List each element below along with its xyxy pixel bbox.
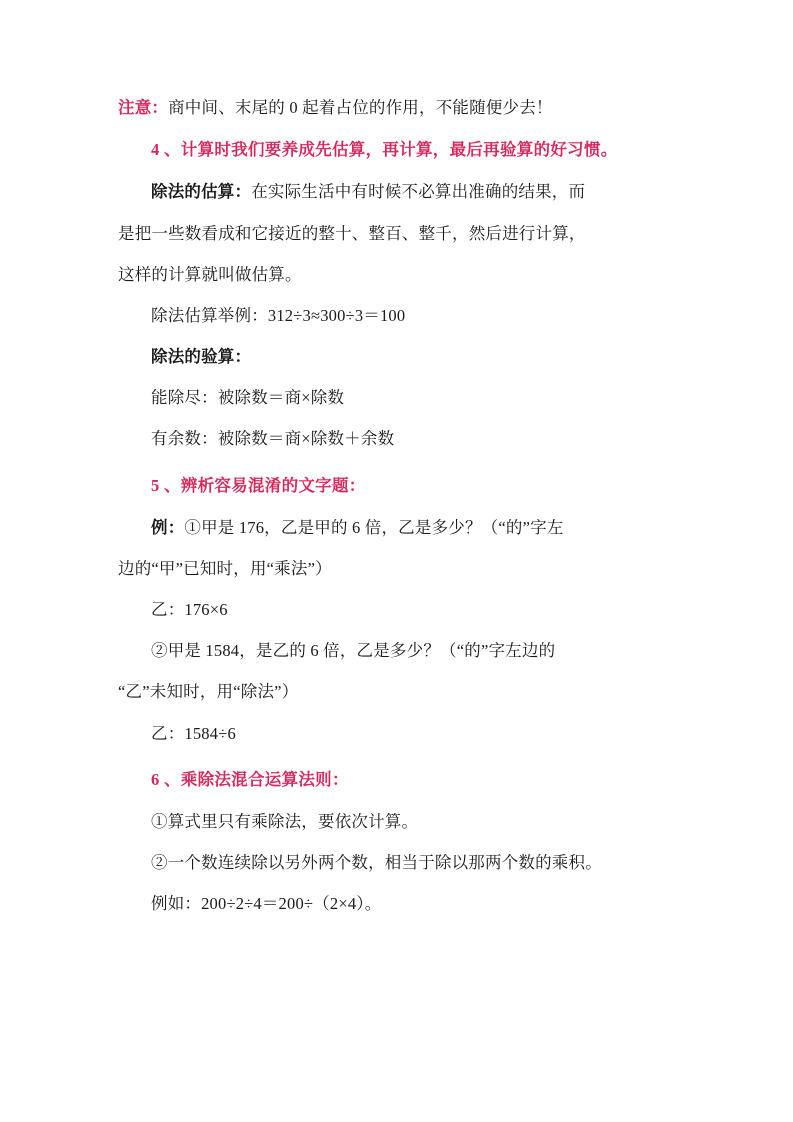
example-label: 例： <box>151 517 185 537</box>
check-remainder-formula: 有余数：被除数＝商×除数＋余数 <box>151 429 395 449</box>
estimate-definition-line2: 是把一些数看成和它接近的整十、整百、整千，然后进行计算， <box>118 223 586 243</box>
estimate-definition-label: 除法的估算： <box>151 182 252 202</box>
example2-answer: 乙：1584÷6 <box>151 723 236 743</box>
heading-item-6: 6 、乘除法混合运算法则： <box>151 769 349 789</box>
check-exact-formula: 能除尽：被除数＝商×除数 <box>151 388 345 408</box>
check-label: 除法的验算： <box>151 347 252 367</box>
note-text: 商中间、末尾的 0 起着占位的作用，不能随便少去！ <box>168 98 553 117</box>
example1-paragraph <box>118 512 678 544</box>
estimate-definition-line3: 这样的计算就叫做估算。 <box>118 264 302 284</box>
rule-2: ②一个数连续除以另外两个数，相当于除以那两个数的乘积。 <box>151 853 602 873</box>
rule-example: 例如：200÷2÷4＝200÷（2×4）。 <box>151 894 382 914</box>
estimate-definition-line1: 在实际生活中有时候不必算出准确的结果，而 <box>251 182 586 202</box>
example1-line1: ①甲是 176，乙是甲的 6 倍，乙是多少？（“的”字左 <box>184 517 564 537</box>
example2-line1: ②甲是 1584，是乙的 6 倍，乙是多少？（“的”字左边的 <box>151 641 556 661</box>
estimate-example: 除法估算举例：312÷3≈300÷3＝100 <box>151 305 406 325</box>
estimate-definition-paragraph <box>118 176 678 208</box>
example1-line2: 边的“甲”已知时，用“乘法”） <box>118 558 332 578</box>
heading-item-4: 4 、计算时我们要养成先估算，再计算，最后再验算的好习惯。 <box>151 140 618 160</box>
note-label: 注意： <box>118 98 169 117</box>
example2-line2: “乙”未知时，用“除法”） <box>118 682 299 702</box>
heading-item-5: 5 、辨析容易混淆的文字题： <box>151 475 366 495</box>
rule-1: ①算式里只有乘除法，要依次计算。 <box>151 811 419 831</box>
document-body <box>118 92 678 920</box>
note-paragraph <box>118 92 678 124</box>
example1-answer: 乙：176×6 <box>151 600 228 620</box>
